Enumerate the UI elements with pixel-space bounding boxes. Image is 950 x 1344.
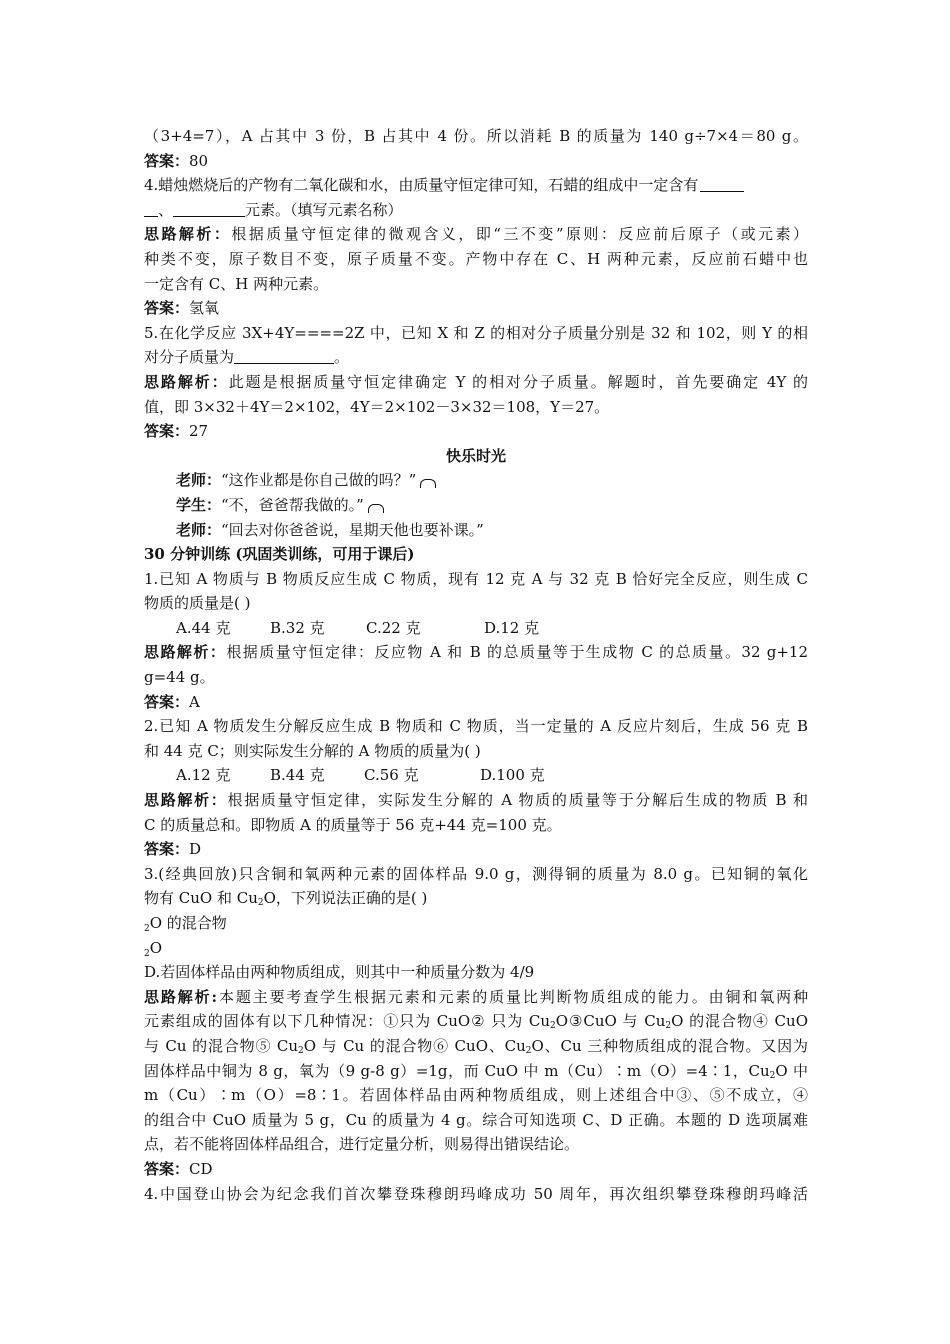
text-segment: O、Cu 三种物质组成的混合物。又因为 xyxy=(531,1036,808,1055)
option-text: O xyxy=(149,938,163,957)
option-d: D.12 克 xyxy=(484,618,540,637)
blank-underline xyxy=(173,200,245,217)
analysis-label: 思路解析： xyxy=(144,791,228,810)
option-a: A.44 克 xyxy=(176,618,231,637)
dialogue-line xyxy=(144,468,808,493)
text-line: 的组合中 CuO 质量为 5 g，Cu 的质量为 4 g。综合可知选项 C、D 正确。本题的 D 选项属难 xyxy=(144,1110,808,1129)
option-line xyxy=(144,936,808,961)
text-segment: O 中 xyxy=(775,1061,808,1080)
options-row xyxy=(144,763,808,788)
document-page xyxy=(144,124,808,1206)
question-line xyxy=(144,345,808,370)
speaker-label: 学生： xyxy=(176,495,222,514)
subscript: 2 xyxy=(769,1070,776,1081)
text-segment: O 的混合物④ CuO xyxy=(671,1012,808,1031)
section-heading: 30 分钟训练 (巩固类训练，可用于课后) xyxy=(144,545,415,564)
option-a: A.12 克 xyxy=(176,766,231,785)
question-line xyxy=(144,173,808,198)
analysis-label: 思路解析: xyxy=(144,987,218,1006)
text-line: 点，若不能将固体样品组合，进行定量分析，则易得出错误结论。 xyxy=(144,1135,580,1154)
separator-text: 、 xyxy=(158,200,174,219)
analysis-line xyxy=(144,788,808,813)
answer-text: A xyxy=(189,692,200,711)
subscript: 2 xyxy=(144,948,150,959)
text-line: m（Cu）∶m（O）=8∶1。若固体样品由两种物质组成，则上述组合中③、⑤不成立，④ xyxy=(144,1086,808,1105)
option-c: C.22 克 xyxy=(366,618,421,637)
speaker-label: 老师： xyxy=(176,471,222,490)
dialogue-text: “这作业都是你自己做的吗？” xyxy=(221,471,417,490)
text-line xyxy=(144,1009,808,1034)
subscript: 2 xyxy=(550,1021,556,1032)
return-mark-icon xyxy=(368,504,384,513)
option-b: B.44 克 xyxy=(270,766,325,785)
subscript: 2 xyxy=(257,898,264,909)
answer-text: 氢氧 xyxy=(189,299,220,318)
text-segment: 与 Cu 的混合物⑤ Cu xyxy=(144,1036,299,1055)
text-segment: O③CuO 与 Cu xyxy=(555,1012,666,1031)
text-line xyxy=(144,1059,808,1084)
analysis-text: 根据质量守恒定律：反应物 A 和 B 的总质量等于生成物 C 的总质量。32 g+12 xyxy=(226,643,808,662)
text-line: 一定含有 C、H 两种元素。 xyxy=(144,274,329,293)
return-mark-icon xyxy=(420,479,436,488)
dialogue-line xyxy=(144,518,808,543)
question-line: 5.在化学反应 3X+4Y====2Z 中，已知 X 和 Z 的相对分子质量分别是 32 和 102，则 Y 的相 xyxy=(144,323,808,342)
analysis-text: 此题是根据质量守恒定律确定 Y 的相对分子质量。解题时，首先要确定 4Y 的 xyxy=(228,372,808,391)
dialogue-text: “回去对你爸爸说，星期天他也要补课。” xyxy=(221,520,484,539)
subscript: 2 xyxy=(144,924,150,934)
text-segment: 元素组成的固体有以下几种情况：①只为 CuO② 只为 Cu xyxy=(144,1012,551,1031)
analysis-text: 根据质量守恒定律的微观含义，即“三不变”原则：反应前后原子（或元素） xyxy=(231,225,808,244)
dialogue-text: “不，爸爸帮我做的。” xyxy=(221,495,364,514)
question-line: 4.中国登山协会为纪念我们首次攀登珠穆朗玛峰成功 50 周年，再次组织攀登珠穆朗玛峰活 xyxy=(144,1184,808,1203)
speaker-label: 老师： xyxy=(176,520,222,539)
analysis-text: 本题主要考查学生根据元素和元素的质量比判断物质组成的能力。由铜和氧两种 xyxy=(217,987,808,1006)
analysis-label: 思路解析： xyxy=(144,643,227,662)
analysis-label: 思路解析： xyxy=(144,372,229,391)
option-b: B.32 克 xyxy=(270,618,325,637)
question-text: 4.蜡烛燃烧后的产物有二氧化碳和水，由质量守恒定律可知，石蜡的组成中一定含有 xyxy=(144,176,699,195)
dialogue-line xyxy=(144,493,808,518)
answer-text: D xyxy=(189,840,202,859)
option-d: D.100 克 xyxy=(480,766,545,785)
text-line: 种类不变，原子数目不变，原子质量不变。产物中存在 C、H 两种元素，反应前石蜡中也 xyxy=(144,249,808,268)
answer-line xyxy=(144,837,808,862)
answer-label: 答案： xyxy=(144,422,190,441)
answer-text: 80 xyxy=(189,151,209,170)
text-line: g=44 g。 xyxy=(144,668,215,687)
blank-underline xyxy=(234,347,334,364)
question-line: 3.(经典回放)只含铜和氧两种元素的固体样品 9.0 g，测得铜的质量为 8.0 g。已知铜的氧化 xyxy=(144,864,808,883)
analysis-label: 思路解析： xyxy=(144,225,232,244)
text-line: （3+4=7），A 占其中 3 份，B 占其中 4 份。所以消耗 B 的质量为 140 g÷7×4＝80 g。 xyxy=(144,127,808,145)
analysis-text: 根据质量守恒定律，实际发生分解的 A 物质的质量等于分解后生成的物质 B 和 xyxy=(227,791,808,810)
option-text: O 的混合物 xyxy=(149,914,227,932)
option-line xyxy=(144,911,808,936)
answer-line xyxy=(144,419,808,444)
question-line xyxy=(144,886,808,911)
answer-line xyxy=(144,149,808,174)
option-line: D.若固体样品由两种物质组成，则其中一种质量分数为 4/9 xyxy=(144,963,535,982)
answer-line xyxy=(144,1157,808,1182)
answer-label: 答案： xyxy=(144,1159,190,1178)
subscript: 2 xyxy=(665,1021,672,1032)
answer-label: 答案： xyxy=(144,151,190,170)
question-line: 2.已知 A 物质发生分解反应生成 B 物质和 C 物质，当一定量的 A 反应片刻后，生成 56 克 B xyxy=(144,717,808,736)
subscript: 2 xyxy=(298,1045,304,1056)
answer-text: CD xyxy=(189,1159,213,1178)
analysis-line xyxy=(144,985,808,1010)
question-line: 物质的质量是( ) xyxy=(144,594,251,613)
answer-text: 27 xyxy=(189,422,209,441)
section-heading: 快乐时光 xyxy=(445,446,506,465)
question-text: 元素。（填写元素名称） xyxy=(245,200,403,219)
question-text: 物有 CuO 和 Cu xyxy=(144,889,258,908)
text-segment: 固体样品中铜为 8 g，氧为（9 g-8 g）=1g，而 CuO 中 m（Cu）∶m（O）=4∶1，Cu xyxy=(144,1061,770,1080)
answer-label: 答案： xyxy=(144,840,190,859)
answer-line xyxy=(144,296,808,321)
analysis-line xyxy=(144,222,808,247)
text-line xyxy=(144,1034,808,1059)
option-c: C.56 克 xyxy=(364,766,419,785)
question-line xyxy=(144,198,808,223)
text-line: C 的质量总和。即物质 A 的质量等于 56 克+44 克=100 克。 xyxy=(144,815,562,834)
text-segment: O 与 Cu 的混合物⑥ CuO、Cu xyxy=(303,1036,526,1055)
question-text: 。 xyxy=(334,348,350,367)
blank-underline xyxy=(700,175,744,192)
text-line: 值，即 3×32＋4Y＝2×102，4Y＝2×102－3×32＝108，Y＝27。 xyxy=(144,397,610,416)
subscript: 2 xyxy=(525,1045,532,1056)
answer-label: 答案： xyxy=(144,692,190,711)
answer-line xyxy=(144,690,808,715)
question-text: O，下列说法正确的是( ) xyxy=(263,889,428,908)
question-line: 1.已知 A 物质与 B 物质反应生成 C 物质，现有 12 克 A 与 32 克 B 恰好完全反应，则生成 C xyxy=(144,569,808,588)
answer-label: 答案： xyxy=(144,299,190,318)
analysis-line xyxy=(144,370,808,395)
analysis-line xyxy=(144,640,808,665)
blank-underline xyxy=(144,200,158,217)
options-row xyxy=(144,616,808,641)
question-text: 对分子质量为 xyxy=(144,348,235,367)
question-line: 和 44 克 C；则实际发生分解的 A 物质的质量为( ) xyxy=(144,741,481,760)
